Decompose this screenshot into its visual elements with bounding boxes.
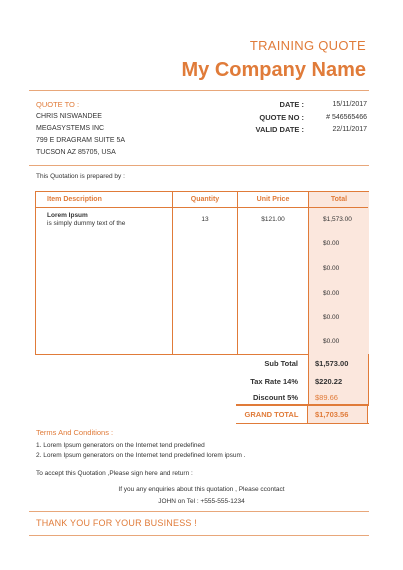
row-6-total: $0.00 bbox=[323, 338, 340, 345]
row-5-total: $0.00 bbox=[323, 314, 340, 321]
client-company: MEGASYSTEMS INC bbox=[36, 125, 105, 132]
header-unit-price: Unit Price bbox=[256, 196, 290, 203]
divider bbox=[29, 165, 369, 166]
client-name: CHRIS NISWANDEE bbox=[36, 113, 102, 120]
date-value: 15/11/2017 bbox=[332, 101, 367, 108]
subtotal-box bbox=[308, 354, 369, 372]
client-address-line1: 799 E DRAGRAM SUITE 5A bbox=[36, 137, 126, 144]
valid-date-label: VALID DATE : bbox=[255, 125, 304, 134]
company-name: My Company Name bbox=[181, 59, 366, 81]
terms-title: Terms And Conditions : bbox=[36, 428, 114, 437]
tax-value: $220.22 bbox=[315, 377, 343, 386]
row-1-subtitle: is simply dummy text of the bbox=[47, 220, 126, 227]
row-1-total: $1,573.00 bbox=[323, 216, 352, 223]
quote-no-label: QUOTE NO : bbox=[259, 113, 304, 122]
row-1-quantity: 13 bbox=[201, 216, 209, 223]
header-total: Total bbox=[330, 196, 348, 203]
thank-you-message: THANK YOU FOR YOUR BUSINESS ! bbox=[36, 518, 197, 528]
divider bbox=[29, 535, 369, 536]
row-1-unit-price: $121.00 bbox=[261, 216, 285, 223]
subtotal-label: Sub Total bbox=[264, 359, 298, 368]
accept-instructions: To accept this Quotation ,Please sign here and return : bbox=[36, 470, 193, 477]
tax-label: Tax Rate 14% bbox=[250, 377, 298, 386]
divider bbox=[29, 511, 369, 512]
grand-total-row bbox=[236, 404, 369, 424]
quote-no-value: # 546565466 bbox=[326, 114, 367, 121]
subtotal-value: $1,573.00 bbox=[315, 359, 349, 368]
column-divider bbox=[308, 192, 309, 354]
discount-label: Discount 5% bbox=[252, 393, 298, 402]
contact-text: JOHN on Tel : +555-555-1234 bbox=[158, 498, 245, 505]
prepared-by-text: This Quotation is prepared by : bbox=[36, 173, 125, 180]
row-1-title: Lorem Ipsum bbox=[47, 212, 88, 219]
enquiry-text: If you any enquiries about this quotation , Please ccontact bbox=[118, 486, 285, 493]
discount-value: $89.66 bbox=[315, 393, 338, 402]
tax-box bbox=[308, 372, 369, 390]
divider bbox=[29, 90, 369, 91]
discount-box bbox=[308, 390, 369, 404]
row-3-total: $0.00 bbox=[323, 265, 340, 272]
document-title: TRAINING QUOTE bbox=[249, 38, 366, 53]
client-address-line2: TUCSON AZ 85705, USA bbox=[36, 149, 116, 156]
grand-total-value: $1,703.56 bbox=[315, 410, 349, 419]
date-label: DATE : bbox=[279, 100, 304, 109]
grand-total-label: GRAND TOTAL bbox=[244, 410, 299, 419]
header-quantity: Quantity bbox=[190, 196, 220, 203]
header-item-description: Item Description bbox=[47, 196, 102, 203]
terms-item-2: 2. Lorem Ipsum generators on the Internet tend predefined lorem ipsum . bbox=[36, 452, 246, 459]
quote-to-label: QUOTE TO : bbox=[36, 100, 80, 109]
terms-item-1: 1. Lorem Ipsum generators on the Internet tend predefined bbox=[36, 442, 205, 449]
row-4-total: $0.00 bbox=[323, 290, 340, 297]
row-2-total: $0.00 bbox=[323, 240, 340, 247]
valid-date-value: 22/11/2017 bbox=[332, 126, 367, 133]
items-table bbox=[35, 191, 369, 355]
